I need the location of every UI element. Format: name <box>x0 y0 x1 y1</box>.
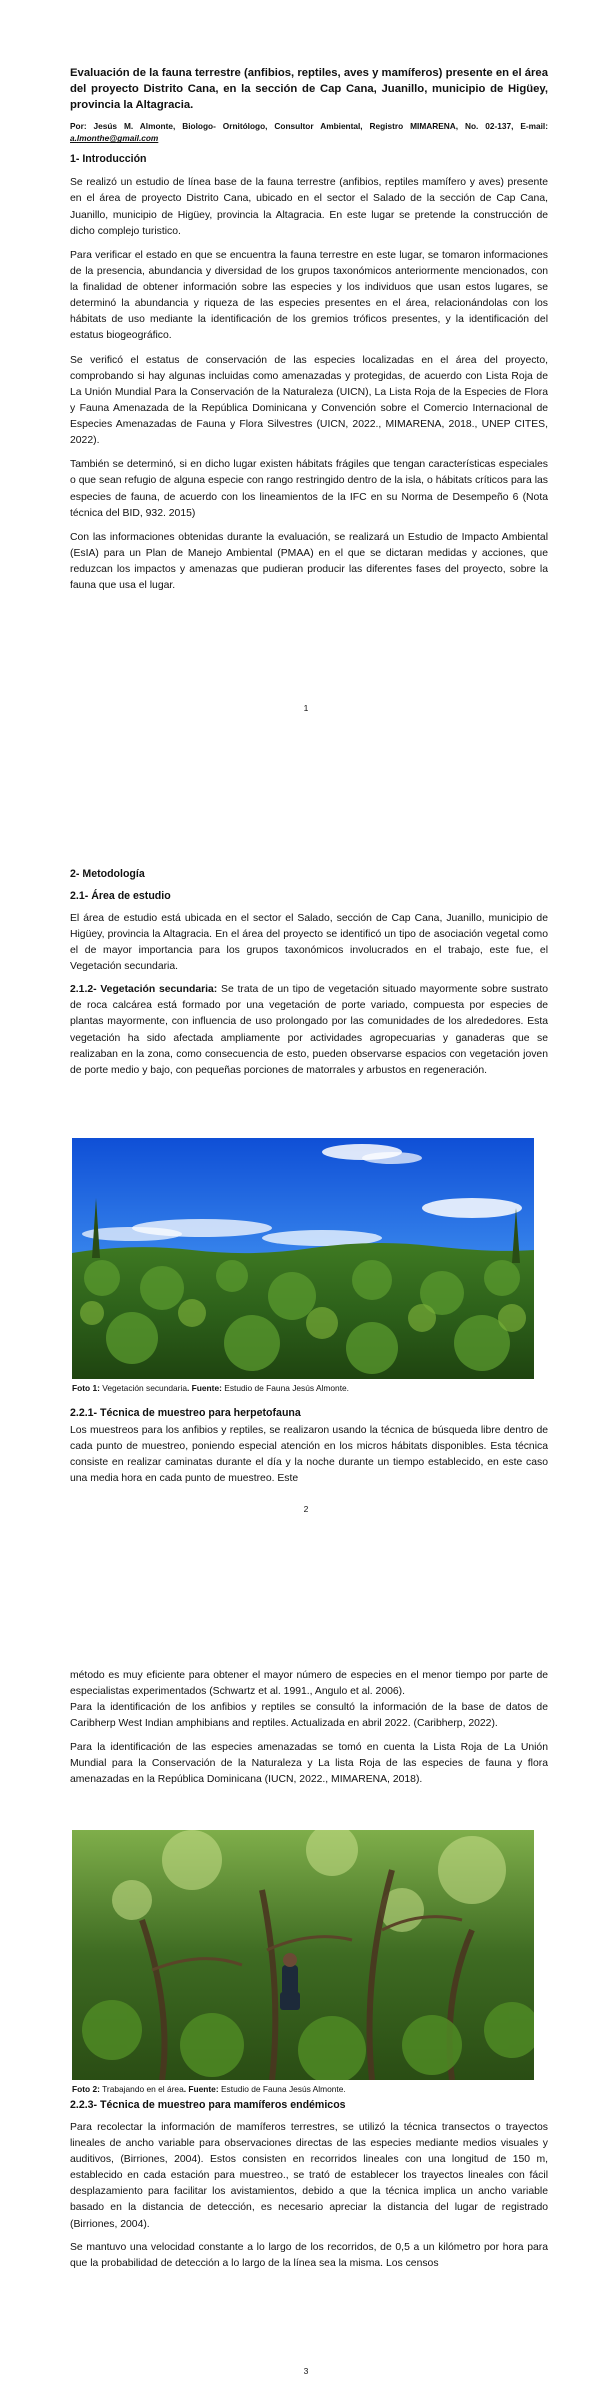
page-1-content <box>70 66 548 594</box>
study-area-paragraph: El área de estudio está ubicada en el sector el Salado, sección de Cap Cana, Juanillo, municipio de Higüey, provincia la Altagracia. En el área del proyecto se identificó un tipo de asociación vegetal como el de mayor importancia para los grupos taxonómicos involucrados en el trabajo, este fue, el Vegetación secundaria. <box>70 912 548 973</box>
subsection-heading-mammals: 2.2.3- Técnica de muestreo para mamíferos endémicos <box>70 2099 346 2111</box>
intro-paragraph: También se determinó, si en dicho lugar existen hábitats frágiles que tengan características especiales o que sean refugio de alguna especie con rango restringido dentro de la isla, o hábitats críticos para las especies de fauna, de acuerdo con los lineamientos de la IFC en su Norma de Desempeño 6 (Nota técnica del BID, 932. 2015) <box>70 459 548 519</box>
herpetofauna-section <box>70 1406 548 1487</box>
photo-2-caption <box>72 2084 346 2094</box>
photo-2-source-label: . Fuente: <box>183 2084 219 2094</box>
mammals-paragraph: Para recolectar la información de mamíferos terrestres, se utilizó la técnica transectos o trayectos lineales de ancho variable para observaciones directas de las especies mediante medios visuales y auditivos, (Birriones, 2004). Estos consisten en recorridos lineales con una longitud de 150 m, establecido en cada estación para muestreo., se trató de establecer los trayectos lineales con fácil desplazamiento para facilitar los avistamientos, debido a que la técnica implica un ancho variable basado en la distancia de detección, es necesario apreciar la distancia del lugar de registrado (Birriones, 2004). <box>70 2121 548 2230</box>
page-number: 1 <box>303 703 309 713</box>
page-2-content <box>70 867 548 1079</box>
photo-2-label: Foto 2: <box>72 2084 100 2094</box>
section-heading-introduction: 1- Introducción <box>70 153 147 166</box>
landscape-photo-image <box>72 1138 534 1379</box>
photo-secondary-vegetation <box>72 1138 534 1379</box>
herpetofauna-paragraph: Los muestreos para los anfibios y reptiles, se realizaron usando la técnica de búsqueda libre dentro de cada punto de muestreo, poniendo especial atención en los micros hábitats disponibles. Esta técnica consiste en realizar caminatas durante el día y la noche durante un tiempo establecido, en este caso una media hora en cada punto de muestreo. Este <box>70 1424 548 1485</box>
photo-1-label: Foto 1: <box>72 1383 100 1393</box>
mammals-section <box>70 2098 548 2272</box>
document-title: Evaluación de la fauna terrestre (anfibios, reptiles, aves y mamíferos) presente en el área del proyecto Distrito Cana, en la sección de Cap Cana, Juanillo, municipio de Higüey, provincia la Altagracia. <box>70 67 548 111</box>
secondary-vegetation-text: Se trata de un tipo de vegetación situado mayormente sobre sustrato de roca calcárea está formado por una vegetación de porte variado, compuesta por especies de plantas mayormente, con influencia de uso prolongado por las comunidades de los alrededores. Esta vegetación ha sido afectada ampliamente por actividades agropecuarias y ganaderas que se realizaban en la zona, como consecuencia de esto, pueden observarse espacios con vegetación joven de porte medio y bajo, con pequeñas porciones de matorrales y arbustos en regeneración. <box>70 984 548 1076</box>
photo-1-source: Estudio de Fauna Jesús Almonte. <box>221 1383 350 1393</box>
photo-2-text: Trabajando en el área <box>99 2084 184 2094</box>
author-email-link[interactable]: a.lmonthe@gmail.com <box>70 133 159 144</box>
page-number: 2 <box>303 1504 309 1514</box>
intro-paragraph: Se realizó un estudio de línea base de la fauna terrestre (anfibios, reptiles mamífero y aves) presente en el área de proyecto Distrito Cana, ubicado en el sector el Salado de la sección de Cap Cana, Juanillo, municipio de Higüey, provincia la Altagracia. En este lugar se pretende la construcción de dicho complejo turistico. <box>70 177 548 237</box>
threatened-species-paragraph: Para la identificación de las especies amenazadas se tomó en cuenta la Lista Roja de La Unión Mundial para la Conservación de la Naturaleza y La lista Roja de las especies de fauna y flora amenazadas en la República Dominicana (IUCN, 2022., MIMARENA, 2018). <box>70 1741 548 1785</box>
subsection-heading-study-area: 2.1- Área de estudio <box>70 889 171 902</box>
page-number: 3 <box>303 2366 309 2376</box>
intro-paragraph: Para verificar el estado en que se encuentra la fauna terrestre en este lugar, se tomaron informaciones de la presencia, abundancia y diversidad de los grupos taxonómicos anteriormente mencionados, con la finalidad de obtener información sobre las especies y los individuos que usan estos lugares, se determinó la abundancia y riqueza de las especies presentes en el área, relacionándolas con los hábitats de uso mediante la identificación de los gremios tróficos presentes, y la identificación del estatus biogeográfico. <box>70 249 548 342</box>
author-text: Por: Jesús M. Almonte, Biologo- Ornitólogo, Consultor Ambiental, Registro MIMARENA, No. 02-137, E-mail: <box>70 121 548 132</box>
author-line <box>70 120 548 144</box>
intro-paragraph: Se verificó el estatus de conservación de las especies localizadas en el área del proyecto, comprobando si hay algunas incluidas como amenazadas y protegidas, de acuerdo con Lista Roja de La Unión Mundial Para la Conservación de la Naturaleza (UICN), La Lista Roja de la Especies de Flora y Fauna Amenazada de la República Dominicana y Convención sobre el Comercio Internacional de Especies Amenazadas de Fauna y Flora Silvestres (UICN, 2022., MIMARENA, 2018., UNEP CITES, 2022). <box>70 354 548 447</box>
secondary-vegetation-lead: 2.1.2- Vegetación secundaria: <box>70 984 218 996</box>
intro-paragraph: Con las informaciones obtenidas durante la evaluación, se realizará un Estudio de Impacto Ambiental (EsIA) para un Plan de Manejo Ambiental (PMAA) en el que se dictaran medidas y acciones, que reduzcan los impactos y amenazas que pudieran producir las diferentes fases del proyecto, sobre la fauna que usa el lugar. <box>70 531 548 592</box>
photo-1-source-label: . Fuente: <box>187 1383 222 1393</box>
mammals-paragraph: Se mantuvo una velocidad constante a lo largo de los recorridos, de 0,5 a un kilómetro por hora para que la probabilidad de detección a lo largo de la línea sea la misma. Los censos <box>70 2241 548 2269</box>
identification-paragraph: Para la identificación de los anfibios y reptiles se consultó la información de la base de datos de Caribherp West Indian amphibians and reptiles. Actualizada en abril 2022. (Caribherp, 2022). <box>70 1702 548 1730</box>
page-3-content <box>70 1668 548 1788</box>
photo-field-work <box>72 1830 534 2080</box>
photo-1-caption <box>72 1383 349 1393</box>
secondary-vegetation-paragraph <box>70 982 548 1079</box>
forest-photo-image <box>72 1830 534 2080</box>
section-heading-methodology: 2- Metodología <box>70 868 145 880</box>
subsection-heading-herpetofauna: 2.2.1- Técnica de muestreo para herpetofauna <box>70 1407 301 1419</box>
photo-1-text: Vegetación secundaria <box>99 1383 187 1393</box>
herpetofauna-continued-paragraph: método es muy eficiente para obtener el mayor número de especies en el menor tiempo por parte de especialistas experimentados (Schwartz et al. 1991., Angulo et al. 2006). <box>70 1670 548 1698</box>
photo-2-source: Estudio de Fauna Jesús Almonte. <box>218 2084 346 2094</box>
